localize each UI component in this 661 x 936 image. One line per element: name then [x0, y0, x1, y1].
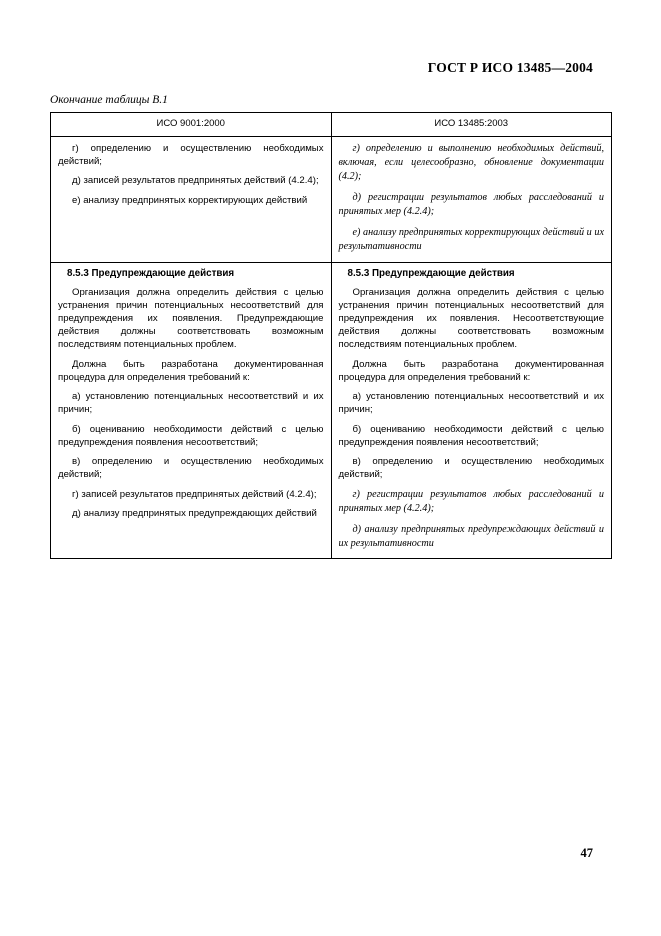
page-header-standard-title: ГОСТ Р ИСО 13485—2004: [427, 60, 593, 75]
paragraph: в) определению и осуществлению необходимых действий;: [58, 456, 324, 481]
paragraph: в) определению и осуществлению необходимых действий;: [338, 456, 604, 481]
paragraph: д) записей результатов предпринятых действий (4.2.4);: [72, 175, 319, 187]
table-header-row: [51, 113, 612, 137]
table-caption: Окончание таблицы В.1: [50, 94, 168, 106]
paragraph: д) регистрации результатов любых расследований и принятых мер (4.2.4);: [338, 192, 604, 218]
paragraph: д) анализу предпринятых предупреждающих действий: [72, 507, 317, 519]
paragraph: б) оцениванию необходимости действий с целью предупреждения появления несоответствий;: [338, 423, 604, 448]
cell-right-row2: [331, 262, 612, 558]
paragraph: а) установлению потенциальных несоответствий и их причин;: [58, 391, 324, 416]
cell-right-row1: [331, 137, 612, 263]
section-heading: 8.5.3 Предупреждающие действия: [347, 267, 515, 279]
column-header-iso13485: ИСО 13485:2003: [331, 113, 612, 137]
paragraph: Организация должна определить действия с целью устранения причин потенциальных несоответствий для предупреждения их появления. Несоответствующие действия должны соответствовать возможным последствиям потенциальных проблем.: [338, 286, 604, 351]
paragraph: г) записей результатов предпринятых действий (4.2.4);: [72, 488, 317, 500]
paragraph: г) регистрации результатов любых расследований и принятых мер (4.2.4);: [338, 488, 604, 514]
paragraph: Должна быть разработана документированная процедура для определения требований к:: [338, 358, 604, 383]
paragraph: д) анализу предпринятых предупреждающих действий и их результативности: [338, 523, 604, 549]
table-row: [51, 137, 612, 263]
table-row: [51, 262, 612, 558]
paragraph: е) анализу предпринятых корректирующих действий: [72, 194, 308, 206]
paragraph: е) анализу предпринятых корректирующих действий и их результативности: [338, 227, 604, 253]
paragraph: Организация должна определить действия с целью устранения причин потенциальных несоответствий для предупреждения их появления. Предупреждающие действия должны соответствовать возможным последствиям потенциальных проблем.: [58, 286, 324, 351]
paragraph: Должна быть разработана документированная процедура для определения требований к:: [58, 358, 324, 383]
comparison-table: [50, 112, 612, 559]
cell-left-row1: [51, 137, 332, 263]
column-header-iso9001: ИСО 9001:2000: [51, 113, 332, 137]
paragraph: г) определению и выполнению необходимых действий, включая, если целесообразно, обновление документации (4.2);: [338, 143, 604, 183]
cell-left-row2: [51, 262, 332, 558]
page-number: 47: [580, 846, 593, 860]
section-heading: 8.5.3 Предупреждающие действия: [67, 267, 235, 279]
paragraph: г) определению и осуществлению необходимых действий;: [58, 143, 324, 168]
paragraph: б) оцениванию необходимости действий с целью предупреждения появления несоответствий;: [58, 423, 324, 448]
paragraph: а) установлению потенциальных несоответствий и их причин;: [338, 391, 604, 416]
